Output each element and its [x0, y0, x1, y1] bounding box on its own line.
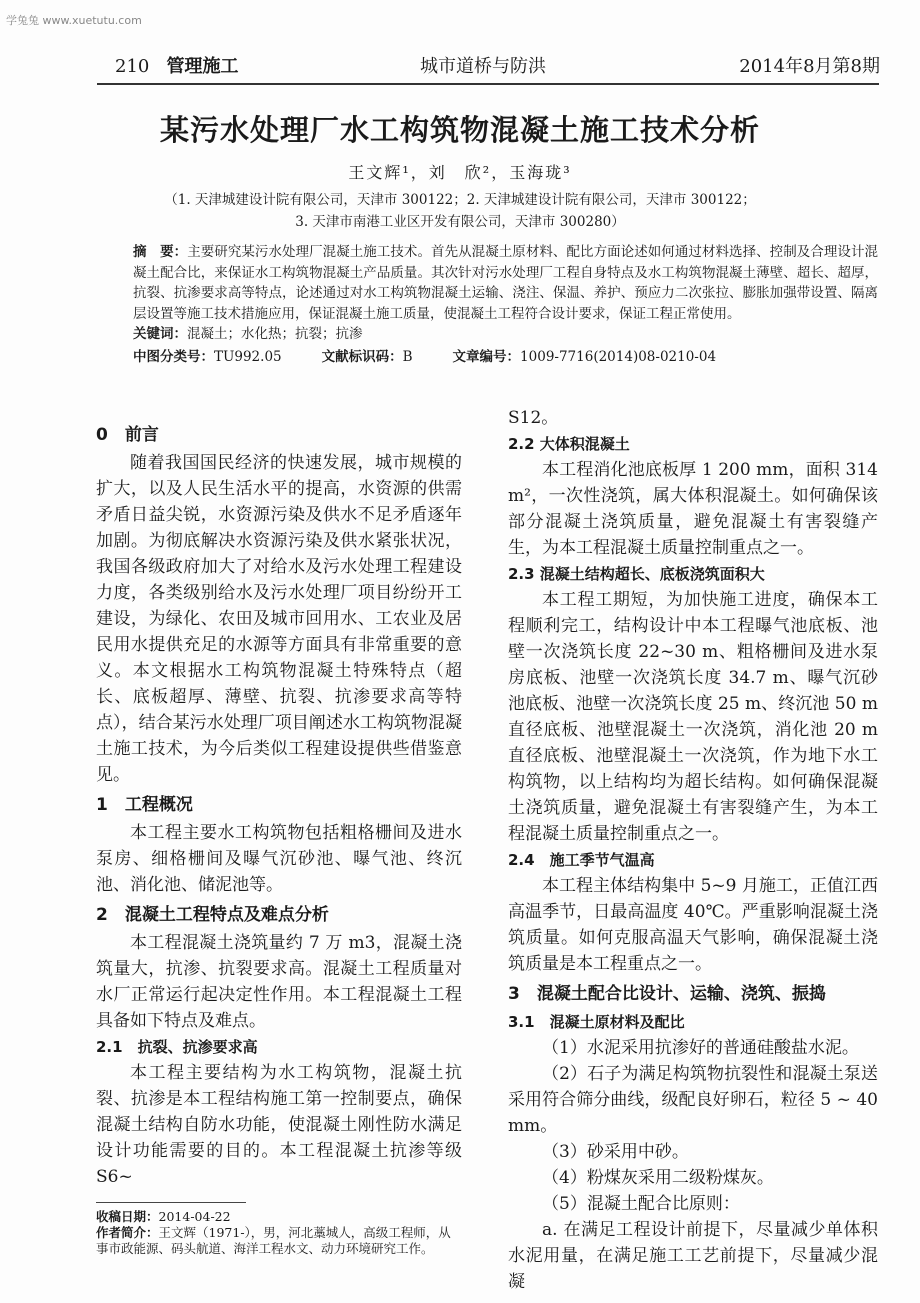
- section-heading: 3 混凝土配合比设计、运输、浇筑、振捣: [508, 984, 826, 1004]
- paragraph: 本工程主体结构集中 5~9 月施工，正值江西高温季节，日最高温度 40℃。严重影响混凝土浇筑质量。如何克服高温天气影响，确保混凝土浇筑质量是本工程重点之一。: [508, 876, 878, 974]
- section-name: 管理施工: [166, 56, 239, 77]
- clc-number: 中图分类号：TU992.05: [133, 348, 282, 365]
- list-item: （5）混凝土配合比原则：: [542, 1194, 740, 1214]
- subsection-heading: 3.1 混凝土原材料及配比: [508, 1013, 685, 1031]
- subsection-heading: 2.4 施工季节气温高: [508, 851, 655, 869]
- subsection-heading: 2.2 大体积混凝土: [508, 435, 630, 453]
- abstract: 摘 要：主要研究某污水处理厂混凝土施工技术。首先从混凝土原材料、配比方面论述如何通过材料选择、控制及合理设计混凝土配合比，来保证水工构筑物混凝土产品质量。其次针对污水处理厂工程自身特点及水工构筑物混凝土薄壁、超长、超厚，抗裂、抗渗要求高等特点，论述通过对水工构筑物混凝土运输、浇注、保温、养护、预应力二次张拉、膨胀加强带设置、隔离层设置等施工技术措施应用，保证混凝土施工质量，使混凝土工程符合设计要求，保证工程正常使用。: [133, 244, 879, 322]
- journal-name: 城市道桥与防洪: [420, 56, 546, 77]
- issue-info: 2014年8月第8期: [739, 56, 880, 77]
- keywords-line: [133, 324, 878, 345]
- list-item: （2）石子为满足构筑物抗裂性和混凝土泵送采用符合筛分曲线，级配良好卵石，粒径 5 ~ 40 mm。: [508, 1064, 878, 1136]
- list-item: （4）粉煤灰采用二级粉煤灰。: [542, 1168, 774, 1188]
- author-bio: 作者简介：王文辉（1971-），男，河北藁城人，高级工程师，从事市政能源、码头航道、海洋工程水文、动力环境研究工作。: [96, 1225, 451, 1256]
- affiliation-line: 3. 天津市南港工业区开发有限公司，天津市 300280）: [295, 214, 625, 230]
- paragraph: 本工程消化池底板厚 1 200 mm，面积 314 m²，一次性浇筑，属大体积混凝土。如何确保该部分混凝土浇筑质量，避免混凝土有害裂缝产生，为本工程混凝土质量控制重点之一。: [508, 460, 878, 558]
- section-heading: 1 工程概况: [96, 795, 193, 815]
- left-column: [96, 418, 462, 1257]
- affiliation-line: （1. 天津城建设计院有限公司，天津市 300122；2. 天津城建设计院有限公司，天津市 300122；: [164, 192, 756, 208]
- header-rule: [97, 83, 879, 85]
- footnote-rule: [96, 1202, 246, 1203]
- subsection-heading: 2.1 抗裂、抗渗要求高: [96, 1038, 258, 1056]
- paragraph: 本工程工期短，为加快施工进度，确保本工程顺利完工，结构设计中本工程曝气池底板、池壁一次浇筑长度 22~30 m、粗格栅间及进水泵房底板、池壁一次浇筑长度 34.7 m、曝气沉砂池底板、池壁一次浇筑长度 25 m、终沉池 50 m 直径底板、池壁混凝土一次浇筑，消化池 20 m 直径底板、池壁混凝土一次浇筑，作为地下水工构筑物，以上结构均为超长结构。如何确保混凝土浇筑质量，避免混凝土有害裂缝产生，为本工程混凝土质量控制重点之一。: [508, 590, 878, 844]
- keywords: 混凝土；水化热；抗裂；抗渗: [187, 326, 363, 342]
- paragraph: 本工程主要水工构筑物包括粗格栅间及进水泵房、细格栅间及曝气沉砂池、曝气池、终沉池、消化池、储泥池等。: [96, 823, 462, 895]
- doc-code: 文献标识码：B: [321, 348, 413, 365]
- section-heading: 0 前言: [96, 425, 159, 445]
- list-item: （3）砂采用中砂。: [542, 1142, 689, 1162]
- paragraph: 本工程主要结构为水工构筑物，混凝土抗裂、抗渗是本工程结构施工第一控制要点，确保混凝土结构自防水功能，使混凝土刚性防水满足设计功能需要的目的。本工程混凝土抗渗等级 S6~: [96, 1063, 462, 1187]
- article-title: 某污水处理厂水工构筑物混凝土施工技术分析: [159, 113, 760, 147]
- authors: 王文辉¹，刘 欣²，玉海珑³: [348, 163, 572, 182]
- meta-row: [133, 347, 878, 368]
- abstract-block: [133, 242, 878, 367]
- list-item: a. 在满足工程设计前提下，尽量减少单体积水泥用量，在满足施工工艺前提下，尽量减少混凝: [508, 1220, 878, 1292]
- article-number: 文章编号：1009-7716(2014)08-0210-04: [452, 348, 717, 365]
- footnote: [96, 1209, 462, 1257]
- keywords-label: 关键词：: [133, 326, 187, 342]
- watermark: 学兔兔 www.xuetutu.com: [6, 14, 142, 27]
- section-heading: 2 混凝土工程特点及难点分析: [96, 905, 329, 925]
- subsection-heading: 2.3 混凝土结构超长、底板浇筑面积大: [508, 565, 765, 583]
- paragraph: 随着我国国民经济的快速发展，城市规模的扩大，以及人民生活水平的提高，水资源的供需矛盾日益尖锐，水资源污染及供水不足矛盾逐年加剧。为彻底解决水资源污染及供水紧张状况，我国各级政府加大了对给水及污水处理工程建设力度，各类级别给水及污水处理厂项目纷纷开工建设，为绿化、农田及城市回用水、工农业及居民用水提供充足的水源等方面具有非常重要的意义。本文根据水工构筑物混凝土特殊特点（超长、底板超厚、薄壁、抗裂、抗渗要求高等特点），结合某污水处理厂项目阐述水工构筑物混凝土施工技术，为今后类似工程建设提供些借鉴意见。: [96, 453, 462, 785]
- right-column: [508, 405, 878, 1295]
- paragraph: 本工程混凝土浇筑量约 7 万 m3，混凝土浇筑量大，抗渗、抗裂要求高。混凝土工程质量对水厂正常运行起决定性作用。本工程混凝土工程具备如下特点及难点。: [96, 933, 462, 1031]
- list-item: （1）水泥采用抗渗好的普通硅酸盐水泥。: [542, 1038, 859, 1058]
- paragraph: S12。: [508, 408, 559, 428]
- received-date: 收稿日期：2014-04-22: [96, 1209, 231, 1224]
- page-number: 210 管理施工: [115, 56, 239, 77]
